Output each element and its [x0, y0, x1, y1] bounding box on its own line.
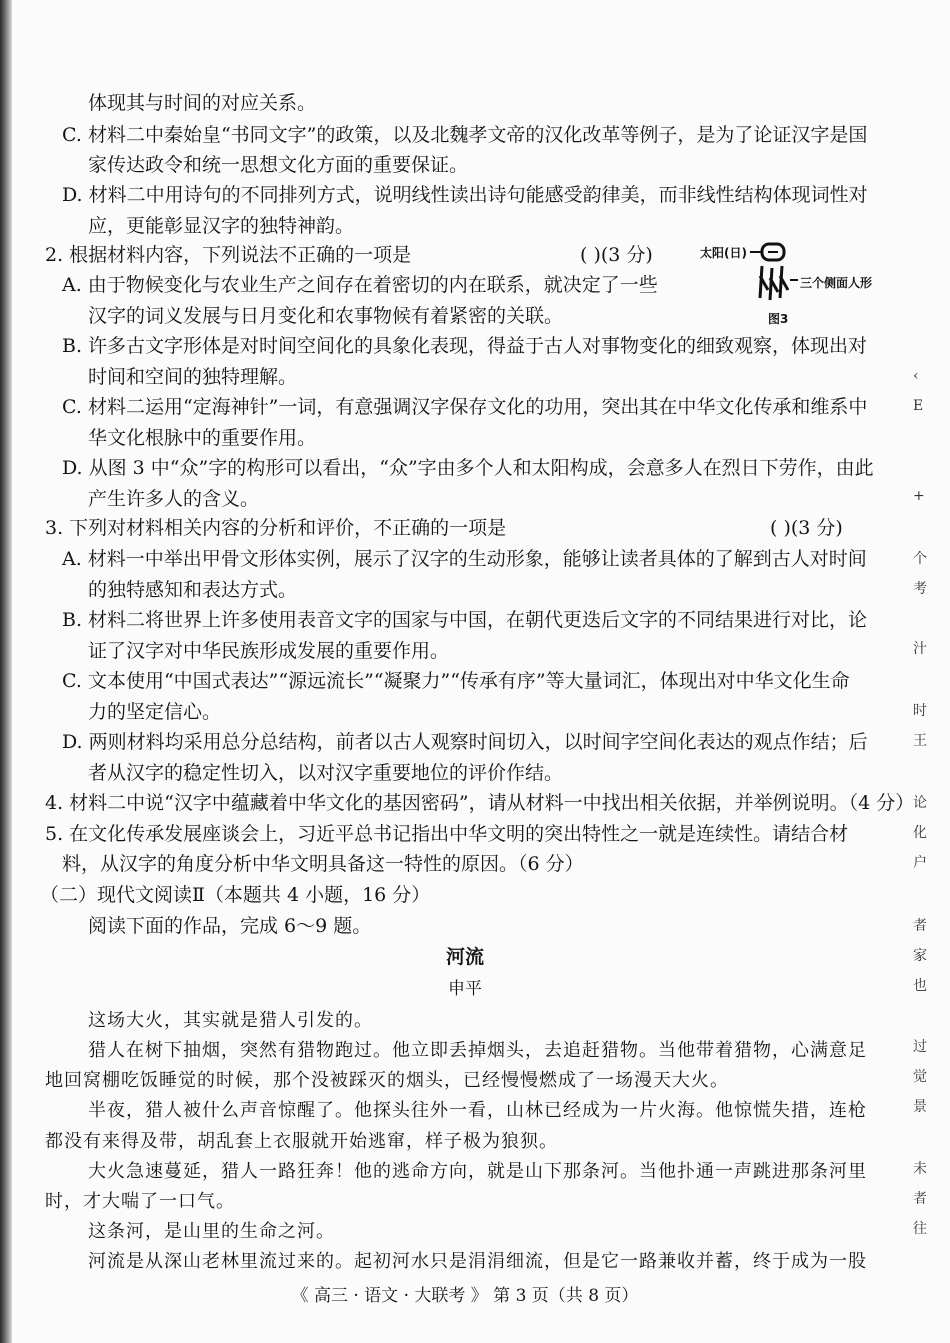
zhong-glyph-icon [700, 240, 900, 330]
story-paragraph: 时，才大喘了一口气。 [45, 1191, 235, 1212]
option-a: A. 材料一中举出甲骨文形体实例，展示了汉字的生动形象，能够让读者具体的了解到古人对时间 [62, 548, 867, 570]
story-paragraph: 这场大火，其实就是猎人引发的。 [88, 1010, 373, 1031]
margin-mark: 过 [913, 1039, 927, 1055]
option-d: D. 从图 3 中“众”字的构形可以看出，“众”字由多个人和太阳构成，会意多人在烈日下劳作，由此 [62, 457, 874, 479]
story-paragraph: 半夜，猎人被什么声音惊醒了。他探头往外一看，山林已经成为一片火海。他惊慌失措，连枪 [88, 1100, 867, 1121]
text-line: 时间和空间的独特理解。 [88, 366, 298, 388]
question-2: 2. 根据材料内容，下列说法不正确的一项是 [45, 244, 412, 266]
option-d: D. 材料二中用诗句的不同排列方式，说明线性读出诗句能感受韵律美，而非线性结构体现词性对 [62, 184, 868, 206]
option-c: C. 文本使用“中国式表达”“源远流长”“凝聚力”“传承有序”等大量词汇，体现出对中华文化生命 [62, 670, 850, 692]
margin-mark: 未 [913, 1161, 927, 1177]
question-2-score: ( )(3 分) [580, 244, 653, 266]
story-paragraph: 河流是从深山老林里流过来的。起初河水只是涓涓细流，但是它一路兼收并蓄，终于成为一股 [88, 1251, 867, 1272]
margin-mark: 户 [913, 855, 927, 871]
text-line: 证了汉字对中华民族形成发展的重要作用。 [88, 640, 450, 662]
section-heading: （二）现代文阅读Ⅱ（本题共 4 小题，16 分） [40, 884, 431, 906]
option-c: C. 材料二运用“定海神针”一词，有意强调汉字保存文化的功用，突出其在中华文化传承和维系中 [62, 396, 868, 418]
story-title: 河流 [445, 946, 484, 968]
story-paragraph: 地回窝棚吃饭睡觉的时候，那个没被踩灭的烟头，已经慢慢燃成了一场漫天大火。 [45, 1070, 729, 1091]
margin-mark: 家 [913, 948, 927, 964]
text-line: 产生许多人的含义。 [88, 488, 260, 510]
margin-mark: 化 [913, 825, 927, 841]
margin-mark: + [913, 488, 925, 504]
margin-mark: 汁 [913, 641, 927, 657]
text-line: 料，从汉字的角度分析中华文明具备这一特性的原因。（6 分） [62, 853, 584, 875]
question-4: 4. 材料二中说“汉字中蕴藏着中华文化的基因密码”，请从材料一中找出相关依据，并举例说明。（4 分） [45, 792, 915, 814]
text-line: 汉字的词义发展与日月变化和农事物候有着紧密的关联。 [88, 305, 564, 327]
margin-mark: 者 [913, 918, 927, 934]
figure-3 [700, 240, 900, 330]
option-c: C. 材料二中秦始皇“书同文字”的政策，以及北魏孝文帝的汉化改革等例子，是为了论证汉字是国 [62, 124, 868, 146]
text-line: 力的坚定信心。 [88, 701, 222, 723]
question-3: 3. 下列对材料相关内容的分析和评价，不正确的一项是 [45, 517, 507, 539]
margin-mark: E [913, 398, 924, 414]
question-3-score: ( )(3 分) [770, 517, 843, 539]
margin-mark: 者 [913, 1191, 927, 1207]
option-d: D. 两则材料均采用总分总结构，前者以古人观察时间切入，以时间字空间化表达的观点作结；后 [62, 731, 868, 753]
margin-mark: 论 [913, 795, 927, 811]
story-paragraph: 大火急速蔓延，猎人一路狂奔！他的逃命方向，就是山下那条河。当他扑通一声跳进那条河里 [88, 1161, 867, 1182]
option-b: B. 材料二将世界上许多使用表音文字的国家与中国，在朝代更迭后文字的不同结果进行对比，论 [62, 609, 868, 631]
text-line: 家传达政令和统一思想文化方面的重要保证。 [88, 154, 469, 176]
text-line: 者从汉字的稳定性切入，以对汉字重要地位的评价作结。 [88, 762, 564, 784]
story-paragraph: 猎人在树下抽烟，突然有猎物跑过。他立即丢掉烟头，去追赶猎物。当他带着猎物，心满意足 [88, 1040, 867, 1061]
margin-mark: 也 [913, 978, 927, 994]
story-paragraph: 这条河，是山里的生命之河。 [88, 1221, 335, 1242]
option-b: B. 许多古文字形体是对时间空间化的具象化表现，得益于古人对事物变化的细致观察，体现出对 [62, 335, 868, 357]
margin-mark: ‹ [913, 368, 919, 384]
story-paragraph: 都没有来得及带，胡乱套上衣服就开始逃窜，样子极为狼狈。 [45, 1131, 558, 1152]
figure-caption: 图3 [768, 312, 789, 326]
text-line: 华文化根脉中的重要作用。 [88, 427, 317, 449]
page-edge [0, 0, 12, 1343]
sun-label: 太阳(日) [700, 246, 747, 260]
margin-mark: 考 [913, 581, 927, 597]
margin-mark: 王 [913, 733, 927, 749]
margin-mark: 往 [913, 1221, 927, 1237]
margin-mark: 景 [913, 1099, 927, 1115]
story-author: 申平 [448, 979, 482, 999]
text-line: 体现其与时间的对应关系。 [88, 92, 317, 114]
margin-mark: 时 [913, 703, 927, 719]
text-line: 的独特感知和表达方式。 [88, 579, 298, 601]
people-label: 三个侧面人形 [800, 276, 873, 290]
reading-instruction: 阅读下面的作品，完成 6～9 题。 [88, 915, 372, 937]
question-5: 5. 在文化传承发展座谈会上，习近平总书记指出中华文明的突出特性之一就是连续性。请结合材 [45, 823, 849, 845]
text-line: 应，更能彰显汉字的独特神韵。 [88, 215, 355, 237]
margin-mark: 个 [913, 551, 927, 567]
margin-mark: 觉 [913, 1069, 927, 1085]
page-footer: 《 高三 · 语文 · 大联考 》 第 3 页（共 8 页） [291, 1286, 639, 1306]
option-a: A. 由于物候变化与农业生产之间存在着密切的内在联系，就决定了一些 [62, 274, 658, 296]
